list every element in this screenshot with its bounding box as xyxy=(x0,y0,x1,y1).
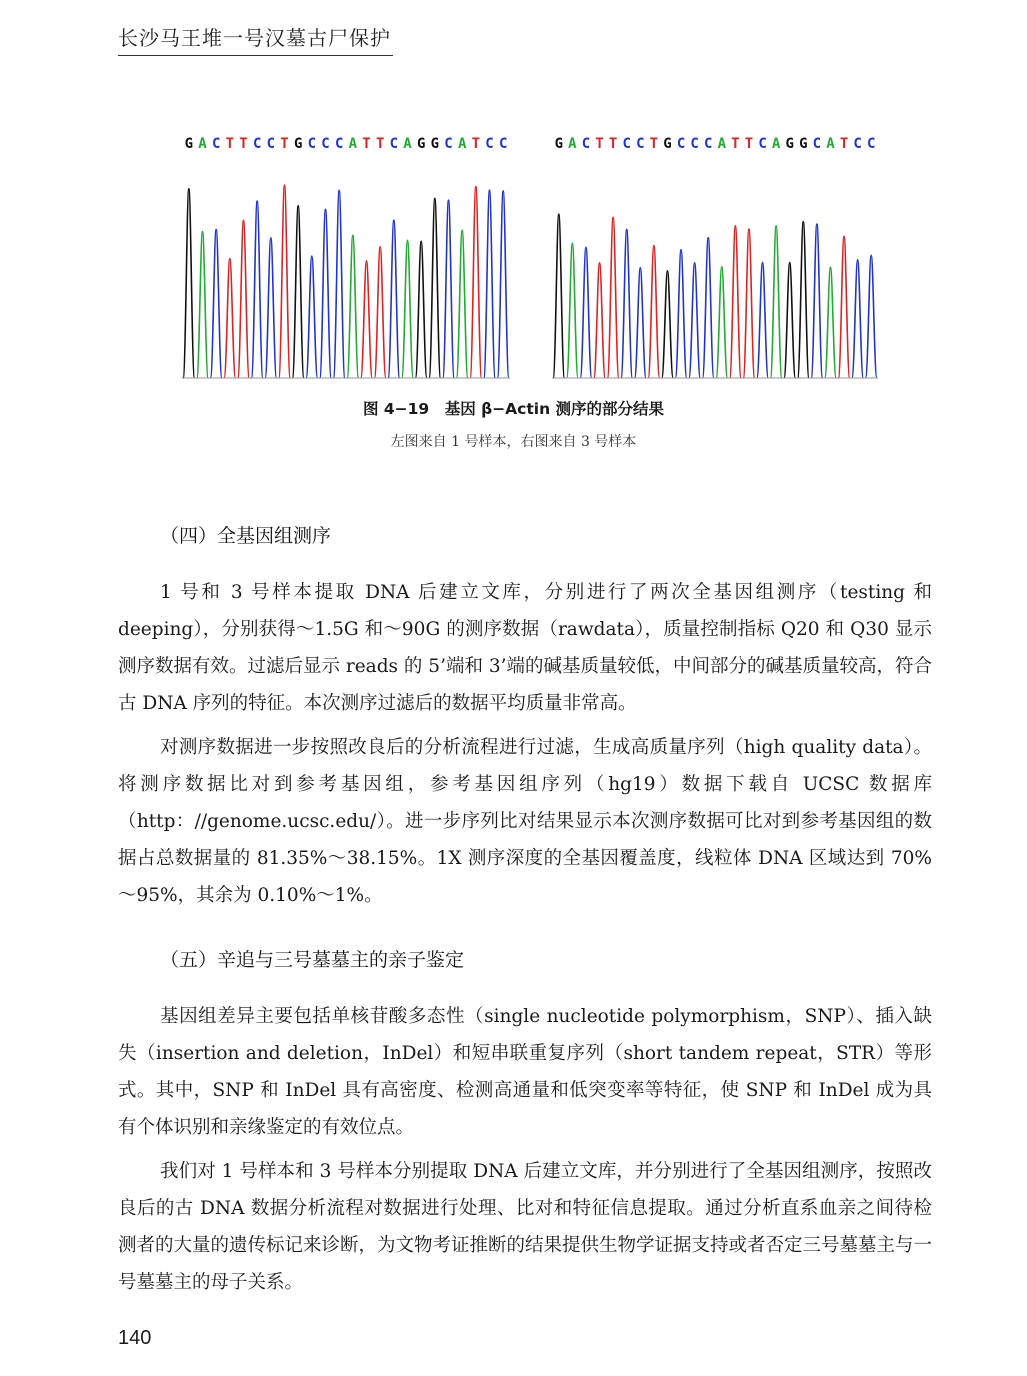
trace-peak-T xyxy=(238,220,249,378)
trace-peak-C xyxy=(689,263,700,378)
base-call-C: C xyxy=(636,136,645,152)
base-call-T: T xyxy=(608,136,618,152)
base-call-A: A xyxy=(457,136,467,152)
trace-peak-C xyxy=(497,191,508,378)
section-heading-5: （五）辛追与三号墓墓主的亲子鉴定 xyxy=(160,949,465,971)
trace-peak-T xyxy=(607,217,618,378)
trace-peak-G xyxy=(553,214,564,378)
base-call-C: C xyxy=(211,136,221,152)
trace-peak-C xyxy=(320,209,331,378)
trace-peak-T xyxy=(648,245,659,378)
base-call-C: C xyxy=(389,136,399,152)
base-call-T: T xyxy=(839,136,849,152)
trace-peak-A xyxy=(347,235,358,378)
base-call-A: A xyxy=(568,136,577,152)
base-call-T: T xyxy=(225,136,235,152)
trace-peak-C xyxy=(388,220,399,378)
trace-peak-T xyxy=(743,229,754,378)
base-call-C: C xyxy=(252,136,262,152)
base-call-A: A xyxy=(403,136,412,152)
trace-peak-C xyxy=(852,260,863,378)
section5-paragraph-2: 我们对 1 号样本和 3 号样本分别提取 DNA 后建立文库，并分别进行了全基因组测序，按照改良后的古 DNA 数据分析流程对数据进行处理、比对和特征信息提取。通过分析直系血亲之间待检测者的大量的遗传标记来诊断，为文物考证推断的结果提供生物学证据支持或者否定三号墓墓主与一号墓墓主的母子关系。 xyxy=(118,1161,933,1293)
trace-peak-A xyxy=(770,226,781,378)
base-call-T: T xyxy=(649,136,659,152)
base-call-C: C xyxy=(266,136,276,152)
base-call-T: T xyxy=(362,136,371,152)
trace-peak-A xyxy=(402,240,413,378)
trace-peak-A xyxy=(197,232,208,378)
trace-peak-T xyxy=(361,261,372,378)
trace-peak-C xyxy=(265,238,276,378)
base-call-A: A xyxy=(348,136,358,152)
trace-peak-C xyxy=(621,229,632,378)
running-head: 长沙马王堆一号汉墓古尸保护 xyxy=(118,22,393,56)
chromatogram-figure xyxy=(180,128,880,383)
figure-subcaption: 左图来自 1 号样本，右图来自 3 号样本 xyxy=(390,434,637,450)
base-call-C: C xyxy=(758,136,767,152)
page-number: 140 xyxy=(118,1327,152,1349)
base-call-G: G xyxy=(554,136,564,152)
base-call-A: A xyxy=(198,136,207,152)
trace-peak-C xyxy=(210,230,221,378)
trace-peak-T xyxy=(374,247,385,378)
base-call-C: C xyxy=(321,136,330,152)
base-call-C: C xyxy=(812,136,822,152)
base-call-G: G xyxy=(293,136,303,152)
trace-peak-C xyxy=(703,238,714,378)
trace-peak-T xyxy=(279,185,290,378)
section-heading-4: （四）全基因组测序 xyxy=(160,525,332,547)
trace-peak-C xyxy=(757,262,768,378)
trace-peak-C xyxy=(580,247,591,378)
base-call-G: G xyxy=(799,136,808,152)
trace-peak-A xyxy=(716,267,727,378)
base-call-C: C xyxy=(307,136,317,152)
trace-peak-G xyxy=(662,271,673,378)
section4-paragraph-1: 1 号和 3 号样本提取 DNA 后建立文库，分别进行了两次全基因组测序（testing 和 deeping），分别获得～1.5G 和～90G 的测序数据（rawdata），质量控制指标 Q20 和 Q30 显示测序数据有效。过滤后显示 reads 的 5’端和 3’端的碱基质量较低，中间部分的碱基质量较高，符合古 DNA 序列的特征。本次测序过滤后的数据平均质量非常高。 xyxy=(118,582,932,714)
base-call-T: T xyxy=(471,136,481,152)
base-call-T: T xyxy=(280,136,289,152)
section4-paragraph-2: 对测序数据进一步按照改良后的分析流程进行过滤，生成高质量序列（high quality data）。将测序数据比对到参考基因组，参考基因组序列（hg19）数据下载自 UCSC 数据库（http：//genome.ucsc.edu/）。进一步序列比对结果显示本次测序数据可比对到参考基因组的数据占总数据量的 81.35%～38.15%。1X 测序深度的全基因覆盖度，线粒体 DNA 区域达到 70%～95%，其余为 0.10%～1%。 xyxy=(118,737,932,906)
trace-peak-A xyxy=(825,267,836,378)
trace-peak-G xyxy=(183,189,194,378)
base-call-A: A xyxy=(826,136,835,152)
trace-peak-T xyxy=(594,263,605,378)
trace-peak-G xyxy=(784,262,795,378)
base-call-C: C xyxy=(853,136,862,152)
trace-peak-T xyxy=(730,226,741,378)
base-call-C: C xyxy=(866,136,876,152)
trace-peak-C xyxy=(675,250,686,378)
trace-peak-C xyxy=(866,255,877,378)
base-call-C: C xyxy=(581,136,591,152)
trace-peak-A xyxy=(567,243,578,378)
base-call-G: G xyxy=(416,136,426,152)
base-call-G: G xyxy=(184,136,194,152)
trace-peak-G xyxy=(415,241,426,378)
base-call-C: C xyxy=(703,136,713,152)
base-call-T: T xyxy=(239,136,248,152)
base-call-C: C xyxy=(622,136,631,152)
trace-peak-C xyxy=(443,200,454,378)
base-call-T: T xyxy=(744,136,754,152)
base-call-T: T xyxy=(595,136,604,152)
trace-peak-C xyxy=(484,190,495,378)
chromatogram-left-panel xyxy=(182,136,510,378)
base-call-C: C xyxy=(334,136,344,152)
base-call-T: T xyxy=(731,136,740,152)
trace-peak-A xyxy=(456,230,467,378)
base-call-G: G xyxy=(663,136,672,152)
base-call-T: T xyxy=(375,136,385,152)
base-call-C: C xyxy=(676,136,686,152)
chromatogram-svg xyxy=(180,128,880,383)
base-call-A: A xyxy=(771,136,781,152)
base-call-G: G xyxy=(785,136,794,152)
base-call-C: C xyxy=(485,136,494,152)
trace-peak-T xyxy=(224,259,235,378)
chromatogram-right-panel xyxy=(552,136,878,378)
trace-peak-C xyxy=(333,190,344,378)
trace-peak-T xyxy=(838,237,849,378)
base-call-C: C xyxy=(498,136,508,152)
figure-caption: 图 4−19 基因 β−Actin 测序的部分结果 xyxy=(362,400,665,418)
section5-paragraph-1: 基因组差异主要包括单核苷酸多态性（single nucleotide polymorphism，SNP）、插入缺失（insertion and deletion，InDel）和短串联重复序列（short tandem repeat，STR）等形式。其中，SNP 和 InDel 具有高密度、检测高通量和低突变率等特征，使 SNP 和 InDel 成为具有个体识别和亲缘鉴定的有效位点。 xyxy=(118,1006,932,1138)
trace-peak-G xyxy=(429,198,440,378)
base-call-A: A xyxy=(717,136,727,152)
trace-peak-T xyxy=(470,187,481,378)
base-call-C: C xyxy=(690,136,699,152)
trace-peak-C xyxy=(251,201,262,378)
trace-peak-G xyxy=(292,206,303,378)
trace-peak-C xyxy=(635,268,646,378)
trace-peak-C xyxy=(811,224,822,378)
trace-peak-C xyxy=(306,256,317,378)
base-call-C: C xyxy=(444,136,453,152)
trace-peak-G xyxy=(798,222,809,378)
base-call-G: G xyxy=(430,136,440,152)
